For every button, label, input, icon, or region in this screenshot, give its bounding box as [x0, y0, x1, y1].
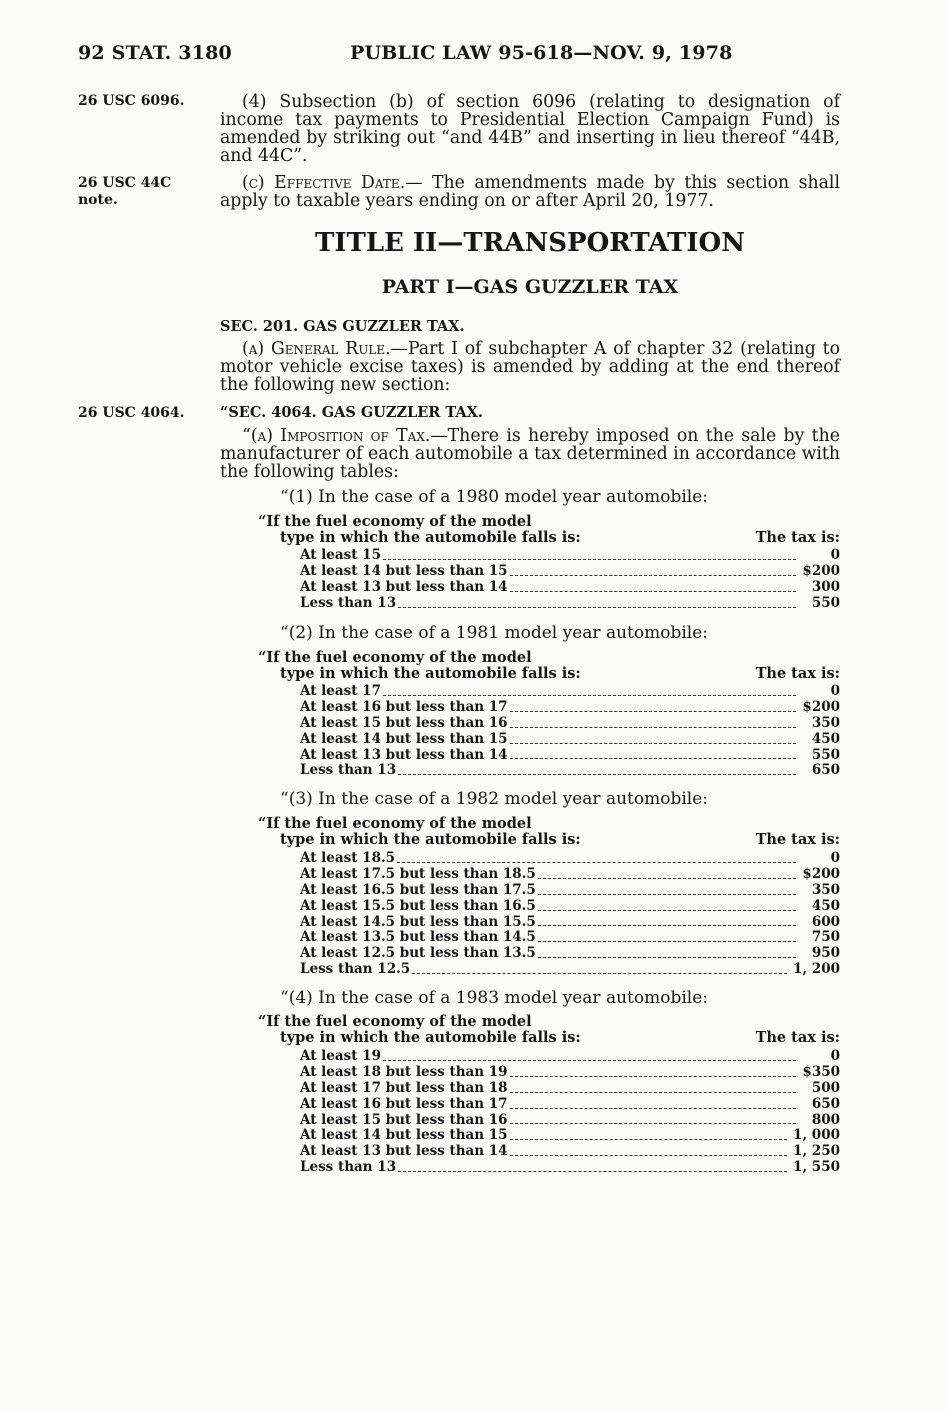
table-row	[300, 1081, 840, 1097]
fuel-economy-condition: At least 16 but less than 17	[300, 1095, 508, 1112]
table-header-line2: type in which the automobile falls is:	[280, 665, 581, 682]
tax-amount: 550	[811, 746, 840, 763]
tax-amount: 350	[811, 714, 840, 731]
tax-table-1980	[300, 548, 840, 612]
table-intro-1980: “(1) In the case of a 1980 model year automobile:	[280, 487, 708, 507]
fuel-economy-condition: At least 18.5	[300, 849, 396, 866]
fuel-economy-condition: At least 16 but less than 17	[300, 698, 508, 715]
tax-amount: 650	[811, 762, 840, 779]
table-row	[300, 716, 840, 732]
table-row	[300, 684, 840, 700]
margin-note: 26 USC 4064.	[78, 405, 185, 421]
table-header-line1: “If the fuel economy of the model	[258, 513, 532, 530]
page-stat-number: 92 STAT. 3180	[78, 42, 232, 64]
leader-dots	[398, 774, 796, 775]
table-header-line1: “If the fuel economy of the model	[258, 649, 532, 666]
table-row	[300, 851, 840, 867]
tax-amount: $200	[802, 865, 840, 882]
table-header-line2: type in which the automobile falls is:	[280, 529, 581, 546]
part-heading: PART I—GAS GUZZLER TAX	[381, 276, 679, 298]
leader-dots	[383, 1060, 796, 1061]
section-4064-heading: “SEC. 4064. GAS GUZZLER TAX.	[220, 404, 483, 421]
running-head: PUBLIC LAW 95-618—NOV. 9, 1978	[350, 42, 733, 64]
fuel-economy-condition: At least 14 but less than 15	[300, 730, 508, 747]
tax-amount: 450	[811, 730, 840, 747]
imposition-heading: “(a) Imposition of Tax.	[242, 426, 431, 446]
leader-dots	[510, 1123, 796, 1124]
table-header-line1: “If the fuel economy of the model	[258, 815, 532, 832]
fuel-economy-condition: At least 14 but less than 15	[300, 562, 508, 579]
fuel-economy-condition: At least 15 but less than 16	[300, 1111, 508, 1128]
leader-dots	[510, 591, 796, 592]
table-header-tax: The tax is:	[755, 1029, 840, 1046]
table-header-line1: “If the fuel economy of the model	[258, 1013, 532, 1030]
tax-amount: 350	[811, 881, 840, 898]
leader-dots	[538, 910, 796, 911]
fuel-economy-condition: Less than 13	[300, 762, 397, 779]
fuel-economy-condition: At least 18 but less than 19	[300, 1063, 508, 1080]
fuel-economy-condition: At least 17	[300, 682, 381, 699]
leader-dots	[510, 1155, 787, 1156]
title-heading: TITLE II—TRANSPORTATION	[315, 228, 745, 258]
margin-note: 26 USC 6096.	[78, 93, 185, 109]
fuel-economy-condition: At least 13 but less than 14	[300, 578, 508, 595]
table-row	[300, 962, 840, 978]
table-row	[300, 596, 840, 612]
table-row	[300, 732, 840, 748]
leader-dots	[510, 1139, 787, 1140]
table-row	[300, 1144, 840, 1160]
table-row	[300, 915, 840, 931]
leader-dots	[510, 1092, 796, 1093]
paragraph-c	[220, 174, 840, 210]
leader-dots	[538, 941, 796, 942]
paragraph-4: (4) Subsection (b) of section 6096 (relating to designation of income tax payments to Presidential Election Campaign Fund) is amended by striking out “and 44B” and inserting in lieu thereof “44B, and 44C”.	[220, 92, 840, 166]
tax-amount: 950	[811, 945, 840, 962]
table-intro-1982: “(3) In the case of a 1982 model year automobile:	[280, 789, 708, 809]
paragraph-c-heading: (c) Effective Date.	[242, 173, 406, 193]
tax-amount: 300	[811, 578, 840, 595]
leader-dots	[510, 758, 796, 759]
table-row	[300, 763, 840, 779]
tax-amount: 600	[811, 913, 840, 930]
tax-amount: 1, 550	[793, 1159, 840, 1176]
table-header	[258, 1014, 840, 1046]
leader-dots	[398, 607, 796, 608]
fuel-economy-condition: At least 13.5 but less than 14.5	[300, 929, 536, 946]
tax-amount: 0	[830, 849, 840, 866]
fuel-economy-condition: At least 13 but less than 14	[300, 1143, 508, 1160]
tax-amount: 550	[811, 594, 840, 611]
tax-amount: 450	[811, 897, 840, 914]
fuel-economy-condition: At least 12.5 but less than 13.5	[300, 945, 536, 962]
fuel-economy-condition: At least 15.5 but less than 16.5	[300, 897, 536, 914]
tax-table-1982	[300, 851, 840, 978]
table-header-tax: The tax is:	[755, 529, 840, 546]
fuel-economy-condition: At least 13 but less than 14	[300, 746, 508, 763]
table-intro-1981: “(2) In the case of a 1981 model year automobile:	[280, 623, 708, 643]
tax-amount: 650	[811, 1095, 840, 1112]
table-row	[300, 1128, 840, 1144]
fuel-economy-condition: At least 15	[300, 546, 381, 563]
tax-amount: 1, 200	[793, 961, 840, 978]
leader-dots	[538, 925, 796, 926]
margin-note: note.	[78, 192, 118, 208]
leader-dots	[510, 743, 796, 744]
table-row	[300, 748, 840, 764]
tax-amount: 750	[811, 929, 840, 946]
table-row	[300, 883, 840, 899]
table-row	[300, 700, 840, 716]
table-header-tax: The tax is:	[755, 831, 840, 848]
tax-amount: $200	[802, 562, 840, 579]
table-row	[300, 867, 840, 883]
tax-amount: 500	[811, 1079, 840, 1096]
fuel-economy-condition: At least 17.5 but less than 18.5	[300, 865, 536, 882]
leader-dots	[510, 1076, 796, 1077]
tax-amount: $200	[802, 698, 840, 715]
table-row	[300, 1097, 840, 1113]
paragraph-a-heading: (a) General Rule.	[242, 339, 391, 359]
tax-table-1981	[300, 684, 840, 779]
fuel-economy-condition: At least 19	[300, 1047, 381, 1064]
margin-note: 26 USC 44C	[78, 175, 172, 191]
tax-amount: 0	[830, 546, 840, 563]
tax-amount: $350	[802, 1063, 840, 1080]
leader-dots	[383, 695, 796, 696]
table-row	[300, 899, 840, 915]
fuel-economy-condition: Less than 13	[300, 594, 397, 611]
table-row	[300, 1113, 840, 1129]
tax-amount: 1, 000	[793, 1127, 840, 1144]
paragraph-a-general-rule	[220, 340, 840, 394]
leader-dots	[510, 1108, 796, 1109]
fuel-economy-condition: At least 16.5 but less than 17.5	[300, 881, 536, 898]
leader-dots	[510, 575, 796, 576]
table-header	[258, 514, 840, 546]
table-header	[258, 816, 840, 848]
table-row	[300, 1049, 840, 1065]
table-row	[300, 1160, 840, 1176]
tax-amount: 1, 250	[793, 1143, 840, 1160]
paragraph-a-body: —Part I of subchapter A of chapter 32 (relating to motor vehicle excise taxes) is amended by adding at the end thereof the following new section:	[220, 339, 840, 395]
table-row	[300, 548, 840, 564]
table-header-tax: The tax is:	[755, 665, 840, 682]
leader-dots	[412, 973, 787, 974]
table-row	[300, 564, 840, 580]
imposition-body: —There is hereby imposed on the sale by the manufacturer of each automobile a tax determined in accordance with the following tables:	[220, 426, 840, 482]
section-201-heading: SEC. 201. GAS GUZZLER TAX.	[220, 318, 465, 335]
table-header-line2: type in which the automobile falls is:	[280, 1029, 581, 1046]
table-row	[300, 580, 840, 596]
fuel-economy-condition: At least 14 but less than 15	[300, 1127, 508, 1144]
leader-dots	[510, 727, 796, 728]
fuel-economy-condition: At least 14.5 but less than 15.5	[300, 913, 536, 930]
leader-dots	[538, 894, 796, 895]
table-row	[300, 946, 840, 962]
tax-amount: 0	[830, 682, 840, 699]
leader-dots	[383, 559, 796, 560]
leader-dots	[397, 862, 796, 863]
paragraph-c-body: — The amendments made by this section shall apply to taxable years ending on or after April 20, 1977.	[220, 173, 840, 211]
fuel-economy-condition: Less than 12.5	[300, 961, 411, 978]
fuel-economy-condition: Less than 13	[300, 1159, 397, 1176]
imposition-of-tax	[220, 427, 840, 481]
fuel-economy-condition: At least 17 but less than 18	[300, 1079, 508, 1096]
table-header-line2: type in which the automobile falls is:	[280, 831, 581, 848]
tax-table-1983	[300, 1049, 840, 1176]
fuel-economy-condition: At least 15 but less than 16	[300, 714, 508, 731]
tax-amount: 0	[830, 1047, 840, 1064]
leader-dots	[538, 957, 796, 958]
leader-dots	[538, 878, 796, 879]
tax-amount: 800	[811, 1111, 840, 1128]
leader-dots	[398, 1171, 787, 1172]
table-header	[258, 650, 840, 682]
table-intro-1983: “(4) In the case of a 1983 model year automobile:	[280, 988, 708, 1008]
leader-dots	[510, 711, 796, 712]
table-row	[300, 930, 840, 946]
table-row	[300, 1065, 840, 1081]
